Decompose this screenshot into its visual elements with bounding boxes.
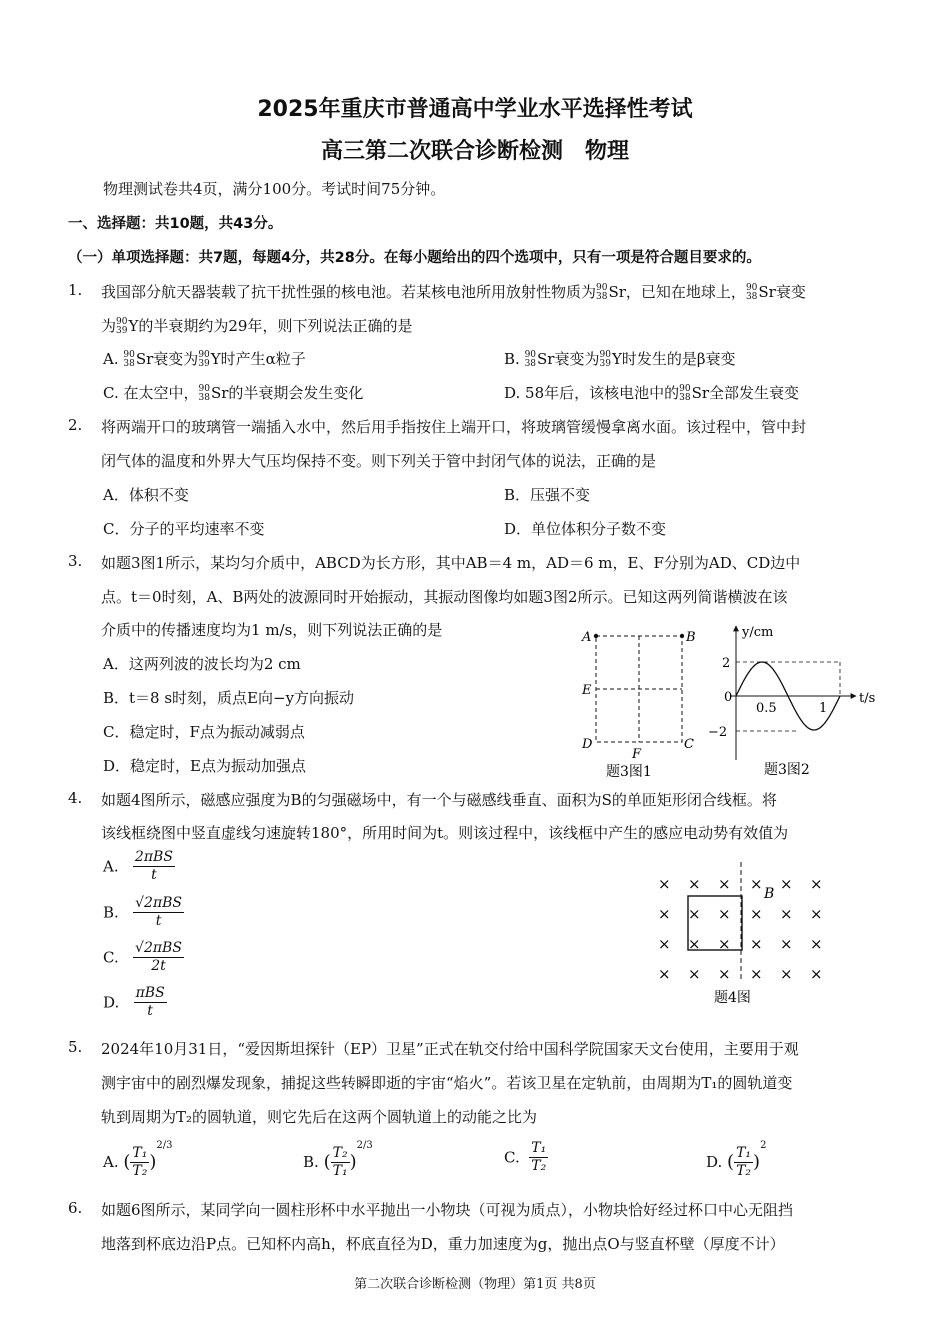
field-cross: ×: [718, 905, 731, 923]
field-cross: ×: [718, 935, 731, 953]
field-cross: ×: [658, 905, 671, 923]
field-cross: ×: [810, 905, 823, 923]
field-cross: ×: [810, 935, 823, 953]
q6-line2: 地落到杯底边沿P点。已知杯内高h，杯底直径为D，重力加速度为g，抛出点O与竖直杯壁（厚度不计）: [101, 1235, 785, 1253]
q5-line2: 测宇宙中的剧烈爆发现象，捕捉这些转瞬即逝的宇宙“焰火”。若该卫星在定轨前，由周期为T₁的圆轨道变: [101, 1074, 793, 1092]
q3-option-a[interactable]: A．这两列波的波长均为2 cm: [103, 655, 301, 673]
field-cross: ×: [750, 935, 763, 953]
field-cross: ×: [658, 965, 671, 983]
field-cross: ×: [688, 935, 701, 953]
q6-number: 6.: [68, 1199, 83, 1217]
q4-line2: 该线框绕图中竖直虚线匀速旋转180°，所用时间为t。则该过程中，该线框中产生的感应电动势有效值为: [101, 824, 789, 842]
x-tick-half: 0.5: [756, 701, 777, 716]
field-cross: ×: [780, 905, 793, 923]
y-tick-bottom: −2: [708, 725, 728, 740]
label-b: B: [686, 630, 696, 645]
field-cross: ×: [750, 905, 763, 923]
field-cross: ×: [718, 965, 731, 983]
q5-option-a[interactable]: A. ( $\frac{\text{T₁}}{\text{T₂}}$ )$^{2/3}$: [103, 1140, 173, 1179]
field-label-b: B: [764, 886, 775, 902]
field-cross: ×: [810, 965, 823, 983]
subsection-heading: （一）单项选择题：共7题，每题4分，共28分。在每小题给出的四个选项中，只有一项是符合题目要求的。: [68, 250, 761, 266]
field-cross: ×: [718, 875, 731, 893]
q1-option-b[interactable]: B. 90 38 Sr衰变为 90 39 Y时发生的是β衰变: [504, 350, 736, 369]
q5-option-d[interactable]: D. ( $\frac{\text{T₁}}{\text{T₂}}$ )$^2$: [706, 1140, 767, 1179]
fig4-caption: 题4图: [714, 990, 751, 1006]
q4-line1: 如题4图所示，磁感应强度为B的匀强磁场中，有一个与磁感线垂直、面积为S的单匝矩形闭合线框。将: [101, 791, 777, 809]
label-c: C: [684, 737, 694, 752]
label-f: F: [632, 747, 642, 762]
q4-option-c[interactable]: C. $\frac{\text{√2πBS}}{2t}$: [103, 940, 182, 974]
field-cross: ×: [688, 965, 701, 983]
q1-option-d[interactable]: D. 58年后，该核电池中的 90 38 Sr全部发生衰变: [504, 384, 800, 403]
q2-option-d[interactable]: D．单位体积分子数不变: [504, 520, 667, 538]
title-line2: 高三第二次联合诊断检测 物理: [320, 139, 629, 164]
q3-line3: 介质中的传播速度均为1 m/s，则下列说法正确的是: [101, 621, 443, 639]
section-heading: 一、选择题：共10题，共43分。: [68, 216, 283, 232]
q1-option-c[interactable]: C. 在太空中， 90 38 Sr的半衰期会发生变化: [103, 384, 364, 403]
q2-line1: 将两端开口的玻璃管一端插入水中，然后用手指按住上端开口，将玻璃管缓慢拿离水面。该过程中，管中封: [101, 418, 807, 436]
point-a-dot: [594, 634, 598, 638]
q3-option-d[interactable]: D．稳定时，E点为振动加强点: [103, 757, 306, 775]
point-b-dot: [680, 634, 684, 638]
q4-figure: [648, 862, 838, 1012]
q4-option-d[interactable]: D. $\frac{\text{πBS}}{t}$: [103, 985, 165, 1019]
field-cross: ×: [780, 875, 793, 893]
q3-figure2: [700, 620, 885, 782]
q2-number: 2.: [68, 416, 83, 434]
page-footer: 第二次联合诊断检测（物理）第1页 共8页: [354, 1277, 596, 1292]
q4-number: 4.: [68, 789, 83, 807]
fig1-caption: 题3图1: [606, 764, 652, 780]
q3-number: 3.: [68, 552, 83, 570]
x-axis-label: t/s: [859, 691, 876, 706]
q2-option-b[interactable]: B．压强不变: [504, 486, 591, 504]
field-cross: ×: [688, 875, 701, 893]
q1-line2: 为 90 39 Y的半衰期约为29年，则下列说法正确的是: [101, 317, 413, 336]
q2-option-a[interactable]: A．体积不变: [103, 486, 189, 504]
q3-option-c[interactable]: C．稳定时，F点为振动减弱点: [103, 723, 305, 741]
y-tick-top: 2: [722, 656, 731, 671]
field-cross: ×: [750, 965, 763, 983]
magnetic-field-crosses: [658, 875, 823, 983]
q5-option-c[interactable]: C. $\frac{\text{T₁}}{\text{T₂}}$: [504, 1140, 547, 1174]
q3-figure1: [576, 622, 701, 782]
x-tick-one: 1: [819, 701, 828, 716]
fig2-caption: 题3图2: [764, 762, 810, 778]
q1-option-a[interactable]: A. 90 38 Sr衰变为 90 39 Y时产生α粒子: [103, 350, 306, 369]
q2-line2: 闭气体的温度和外界大气压均保持不变。则下列关于管中封闭气体的说法，正确的是: [101, 452, 657, 470]
q1-number: 1.: [68, 281, 83, 299]
field-cross: ×: [688, 905, 701, 923]
field-cross: ×: [658, 875, 671, 893]
q3-line1: 如题3图1所示，某均匀介质中，ABCD为长方形，其中AB＝4 m，AD＝6 m，E、F分别为AD、CD边中: [101, 554, 801, 572]
field-cross: ×: [780, 935, 793, 953]
field-cross: ×: [750, 875, 763, 893]
label-d: D: [582, 737, 593, 752]
q2-option-c[interactable]: C．分子的平均速率不变: [103, 520, 265, 538]
q3-line2: 点。t＝0时刻，A、B两处的波源同时开始振动，其振动图像均如题3图2所示。已知这两列简谐横波在该: [101, 588, 788, 606]
q5-line1: 2024年10月31日，“爱因斯坦探针（EP）卫星”正式在轨交付给中国科学院国家天文台使用，主要用于观: [101, 1040, 799, 1058]
q3-option-b[interactable]: B．t＝8 s时刻，质点E向−y方向振动: [103, 689, 355, 707]
title-line1: 2025年重庆市普通高中学业水平选择性考试: [257, 97, 693, 122]
intro-text: 物理测试卷共4页，满分100分。考试时间75分钟。: [103, 180, 446, 198]
field-cross: ×: [810, 875, 823, 893]
y-tick-zero: 0: [724, 690, 733, 705]
q5-line3: 轨到周期为T₂的圆轨道，则它先后在这两个圆轨道上的动能之比为: [101, 1108, 538, 1126]
q5-option-b[interactable]: B. ( $\frac{\text{T₂}}{\text{T₁}}$ )$^{2/3}$: [303, 1140, 373, 1179]
q4-option-b[interactable]: B. $\frac{\text{√2πBS}}{t}$: [103, 895, 183, 929]
field-cross: ×: [780, 965, 793, 983]
q5-number: 5.: [68, 1038, 83, 1056]
field-cross: ×: [658, 935, 671, 953]
label-e: E: [582, 683, 592, 698]
q6-line1: 如题6图所示，某同学向一圆柱形杯中水平抛出一小物块（可视为质点），小物块恰好经过杯口中心无阻挡: [101, 1201, 794, 1219]
y-axis-label: y/cm: [742, 625, 774, 640]
q1-line1: 我国部分航天器装载了抗干扰性强的核电池。若某核电池所用放射性物质为 90 38 Sr，已知在地球上， 90 38 Sr衰变: [101, 283, 806, 302]
q4-option-a[interactable]: A. $\frac{\text{2πBS}}{t}$: [103, 849, 173, 883]
label-a: A: [582, 630, 592, 645]
